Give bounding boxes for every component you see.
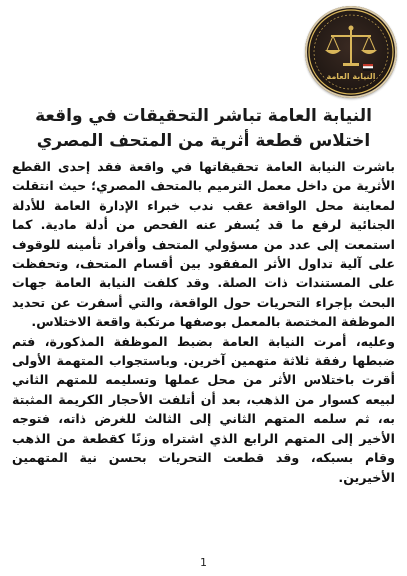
scales-of-justice-icon — [305, 6, 397, 98]
paragraph-1: باشرت النيابة العامة تحقيقاتها في واقعة فقد إحدى القطع الأثرية من داخل معمل الترميم بالمتحف المصري؛ حيث انتقلت لمعاينة محل الواقعة عقب ندب خبراء الإدارة العامة للأدلة الجنائية لرفع ما قد يُسفر عنه الفحص من أدلة مادية. كما استمعت إلى عدد من مسؤولي المتحف وأفراد تأمينه للوقوف على آلية تداول الأثر المفقود بين أقسام المتحف، وتحفظت على المستندات ذات الصلة. وقد كلفت النيابة العامة جهات البحث بإجراء التحريات حول الواقعة، والتي أسفرت عن تحديد الموظفة المختصة بالمعمل بوصفها مرتكبة واقعة الاختلاس. — [12, 159, 395, 330]
seal-caption: النيابة العامة — [326, 72, 376, 81]
article-title: النيابة العامة تباشر التحقيقات في واقعة اختلاس قطعة أثرية من المتحف المصري — [35, 106, 372, 151]
paragraph-2: وعليه، أمرت النيابة العامة بضبط الموظفة المذكورة، فتم ضبطها رفقة ثلاثة متهمين آخرين. وباستجواب المتهمة الأولى أقرت باختلاس الأثر من محل عملها وتسليمه للمتهم الثاني لبيعه كسوار من الذهب، بعد أن أتلفت الأحجار الكريمة المثبتة به، ثم سلمه المتهم الثاني إلى الثالث للغرض ذاته، فتوجه الأخير إلى المتهم الرابع الذي اشتراه وزنًا كقطعة من الذهب وقام بسبكه، وقد قطعت التحريات بحسن نية المتهمين الأخيرين. — [12, 333, 395, 485]
prosecution-seal — [305, 6, 397, 98]
page-number: 1 — [200, 556, 207, 569]
article-body — [12, 157, 395, 487]
